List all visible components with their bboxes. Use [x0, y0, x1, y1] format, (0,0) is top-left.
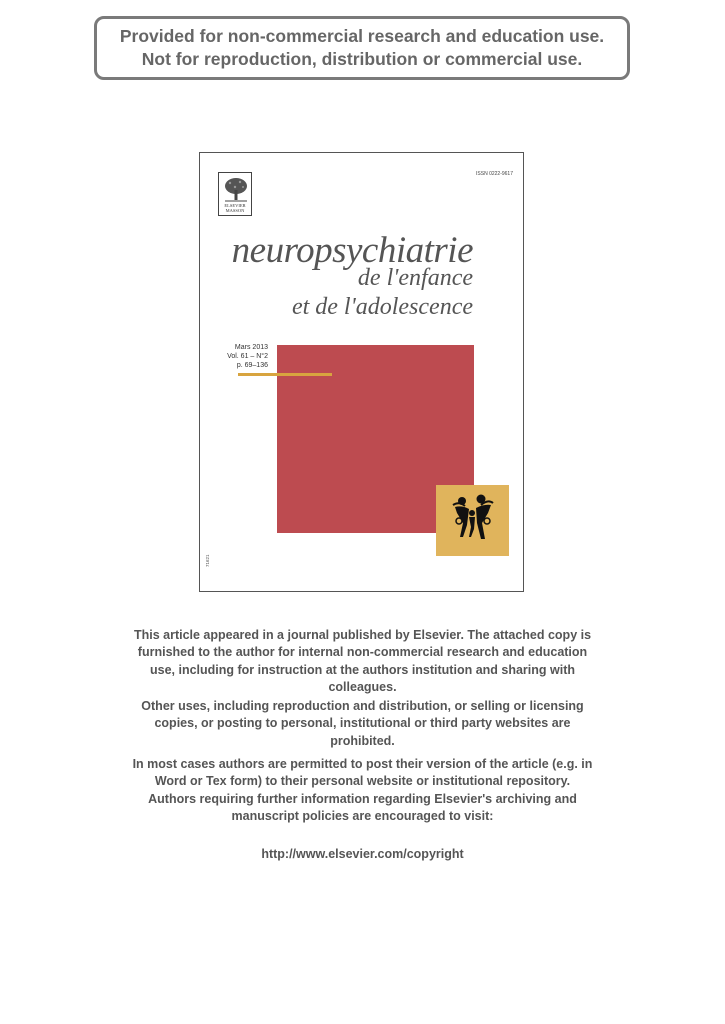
journal-cover	[199, 152, 524, 592]
elsevier-tree-icon	[223, 176, 249, 202]
logo-name: ELSEVIER	[224, 203, 246, 208]
elsevier-logo	[218, 172, 252, 216]
copyright-link[interactable]: http://www.elsevier.com/copyright	[261, 847, 464, 861]
cover-accent-rule	[238, 373, 332, 376]
issue-pages: p. 69–136	[236, 362, 268, 369]
notice-paragraph-1: This article appeared in a journal published by Elsevier. The attached copy is furnished to the author for internal non-commercial research and education use, including for instruction at the authors institution and sharing with colleagues.	[133, 628, 592, 695]
logo-sub: MASSON	[225, 208, 245, 213]
cover-side-code: 71621	[205, 554, 210, 567]
notice-paragraph-2: Other uses, including reproduction and distribution, or selling or licensing copies, or posting to personal, institutional or third party websites are prohibited.	[141, 699, 584, 748]
journal-title-line-3: et de l'adolescence	[291, 294, 473, 320]
cover-gold-block	[436, 485, 509, 556]
notice-line-1: Provided for non-commercial research and education use.	[119, 26, 605, 46]
journal-title-main: neuropsychiatrie	[231, 230, 473, 271]
issn-label: ISSN 0222-9617	[476, 171, 513, 177]
issue-info	[227, 343, 268, 370]
usage-notice-box	[94, 16, 630, 80]
issue-volume: Vol. 61 – N°2	[227, 353, 268, 360]
journal-title-line-2: de l'enfance	[357, 265, 473, 291]
family-figures-icon	[451, 493, 495, 545]
issue-date: Mars 2013	[234, 344, 268, 351]
notice-line-2: Not for reproduction, distribution or commercial use.	[141, 49, 583, 69]
notice-paragraph-3: In most cases authors are permitted to post their version of the article (e.g. in Word or Tex form) to their personal website or institutional repository. Authors requiring further information regarding Elsevier's archiving and manuscript policies are encouraged to visit:	[132, 757, 593, 824]
